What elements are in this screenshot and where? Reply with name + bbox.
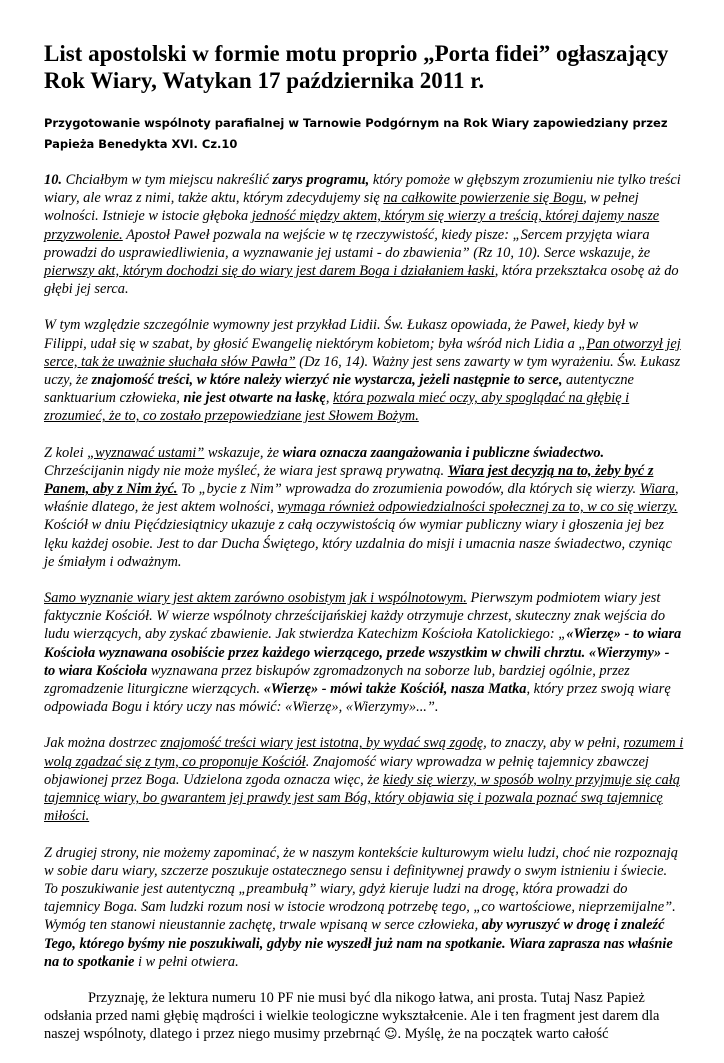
text-run: wyznawana przez biskupów zgromadzonych na soborze lub, bardziej ogólnie, przez zgromadzenie liturgiczne wierzących. [44, 662, 630, 698]
text-run: (Dz 16, 14). Ważny jest sens zawarty w tym wyrażeniu. Św. Łukasz uczy, że [44, 353, 681, 389]
text-run: , to znaczy, aby w pełni, [483, 735, 624, 752]
text-run: Pierwszym podmiotem wiary jest faktycznie Kościół. W wierze wspólnoty chrześcijańskiej każdy otrzymuje chrzest, skuteczny znak wejścia do ludu wierzących, aby zyskać zbawienie. Jak stwierdza Katechizm Kościoła Katolickiego: „ [44, 590, 666, 643]
text-run: . Myślę, że na początek warto całość [397, 1026, 609, 1043]
text-run: Z drugiej strony, nie możemy zapominać, że w naszym kontekście kulturowym wielu ludzi, choć nie rozpoznają w sobie daru wiary, szczerze poszukuje ostatecznego sensu i definitywnej prawdy o swym istnieniu i świecie. To poszukiwanie jest autentyczną „preambułą” wiary, gdyż kieruje ludzi na drogę, która prowadzi do tajemnicy Boga. Sam ludzki rozum nosi w istocie wrodzoną potrzebę tego, „co wartościowe, nieprzemijalne”. Wymóg ten stanowi nieustannie zachętę, trwale wpisaną w serce człowieka, [44, 844, 678, 934]
text-run: Wiara jest decyzją na to, żeby być z Panem, aby z Nim żyć. [44, 462, 654, 498]
text-run: , w pełnej wolności. Istnieje w istocie głęboka [44, 190, 639, 225]
document-page [44, 40, 684, 1063]
text-run: «Wierzę» - mówi także Kościół, nasza Matka [263, 681, 527, 698]
text-run: która pozwala mieć oczy, aby spoglądać na głębię i zrozumieć, że to, co zostało przepowiedziane jest Słowem Bożym. [44, 390, 630, 425]
text-run: wskazuje, że [204, 444, 283, 461]
text-run: Chciałbym w tym miejscu nakreślić [62, 172, 273, 188]
text-run: , który przez swoją wiarę odpowiada Bogu i który uczy nas mówić: «Wierzę», «Wierzymy»...”. [44, 681, 671, 716]
text-run: zarys programu, [272, 172, 370, 188]
paragraph-5 [44, 734, 684, 825]
paragraph-3 [44, 444, 684, 571]
paragraph-1 [44, 171, 684, 298]
paragraph-4 [44, 589, 684, 716]
text-run: Samo wyznanie wiary jest aktem zarówno osobistym jak i wspólnotowym. [44, 590, 467, 607]
text-run: „wyznawać ustami” [87, 444, 205, 461]
text-run: , która przekształca osobę aż do głębi jej serca. [44, 263, 679, 298]
text-run: Chrześcijanin nigdy nie może myśleć, że wiara jest sprawą prywatną. [44, 462, 448, 479]
text-run: kiedy się wierzy, w sposób wolny przyjmuje się całą tajemnicę wiary, bo gwarantem jej prawdy jest sam Bóg, który objawia się i pozwala poznać swą tajemnicę miłości. [44, 771, 680, 825]
text-run: . Znajomość wiary wprowadza w pełnię tajemnicy zbawczej objawionej przez Boga. Udzielona zgoda oznacza więc, że [44, 753, 649, 788]
text-run: nie jest otwarte na łaskę [183, 390, 326, 407]
text-run: «Wierzę» - to wiara Kościoła wyznawana osobiście przez każdego wierzącego, przede wszystkim w chwili chrztu. «Wierzymy» - to wiara Kościoła [44, 626, 682, 679]
text-run: aby wyruszyć w drogę i znaleźć Tego, którego byśmy nie poszukiwali, gdyby nie wyszedł już nam na spotkanie. Wiara zaprasza nas właśnie na to spotkanie [44, 917, 673, 970]
text-run: Wiara [639, 481, 675, 498]
text-run: na całkowite powierzenie się Bogu [383, 190, 584, 207]
text-run: Z kolei [44, 444, 88, 461]
text-run: Pan otworzył jej serce, tak że uważnie słuchała słów Pawła” [44, 335, 681, 370]
paragraph-2 [44, 316, 684, 425]
text-run: jedność między aktem, którym się wierzy a treścią, której dajemy nasze przyzwolenie. [44, 208, 660, 243]
text-run: i w pełni otwiera. [134, 953, 239, 970]
text-run: , właśnie dlatego, że jest aktem wolności, [44, 481, 679, 516]
text-run: znajomość treści, w które należy wierzyć nie wystarcza, jeżeli następnie to serce, [91, 372, 563, 389]
smiley-icon: ☺ [383, 1027, 398, 1043]
paragraph-7 [44, 989, 684, 1045]
text-run: W tym względzie szczególnie wymowny jest przykład Lidii. Św. Łukasz opowiada, że Paweł, kiedy był w Filippi, udał się w szabat, by głosić Ewangelię niektórym kobietom; była wśród nich Lidia a „ [44, 317, 639, 352]
text-run: 10. [44, 172, 62, 188]
text-run: Jak można dostrzec [44, 735, 161, 752]
text-run: Przyznaję, że lektura numeru 10 PF nie musi być dla nikogo łatwa, ani prosta. Tutaj Nasz Papież odsłania przed nami głębię mądrości i wielkie teologiczne wykształcenie. Ale i ten fragment jest darem dla naszej wspólnoty, dlatego i przez niego musimy przebrnąć [44, 989, 660, 1043]
text-run: wiara oznacza zaangażowania i publiczne świadectwo. [282, 444, 605, 461]
document-title: List apostolski w formie motu proprio „Porta fidei” ogłaszający Rok Wiary, Watykan 17 października 2011 r. [44, 41, 669, 93]
text-run: Kościół w dniu Pięćdziesiątnicy ukazuje z całą oczywistością ów wymiar publiczny wiary i głoszenia jej bez lęku każdej osobie. Jest to dar Ducha Świętego, który uzdalnia do misji i umacnia nasze świadectwo, czyniąc je śmiałym i odważnym. [44, 517, 672, 570]
document-subtitle: Przygotowanie wspólnoty parafialnej w Tarnowie Podgórnym na Rok Wiary zapowiedziany przez Papieża Benedykta XVI. Cz.10 [44, 116, 668, 151]
text-run: znajomość treści wiary jest istotna, by wydać swą zgodę [160, 735, 484, 752]
text-run: pierwszy akt, którym dochodzi się do wiary jest darem Boga i działaniem łaski [44, 263, 495, 280]
text-run: który pomoże w głębszym zrozumieniu nie tylko treści wiary, ale wraz z nimi, także aktu, którym zdecydujemy się [44, 172, 681, 207]
text-run: wymaga również odpowiedzialności społecznej za to, w co się wierzy. [277, 499, 678, 516]
text-run: rozumem i wolą zgadzać się z tym, co proponuje Kościół [44, 735, 684, 770]
text-run: , [325, 390, 334, 407]
text-run: autentyczne sanktuarium człowieka, [44, 372, 634, 407]
document-body [44, 171, 684, 1045]
paragraph-6 [44, 844, 684, 971]
text-run: Apostoł Paweł pozwala na wejście w tę rzeczywistość, kiedy pisze: „Sercem przyjęta wiara prowadzi do usprawiedliwienia, a wyznawanie jej ustami - do zbawienia” (Rz 10, 10). Serce wskazuje, że [44, 226, 651, 261]
text-run: To „bycie z Nim” wprowadza do zrozumienia powodów, dla których się wierzy. [177, 481, 640, 498]
